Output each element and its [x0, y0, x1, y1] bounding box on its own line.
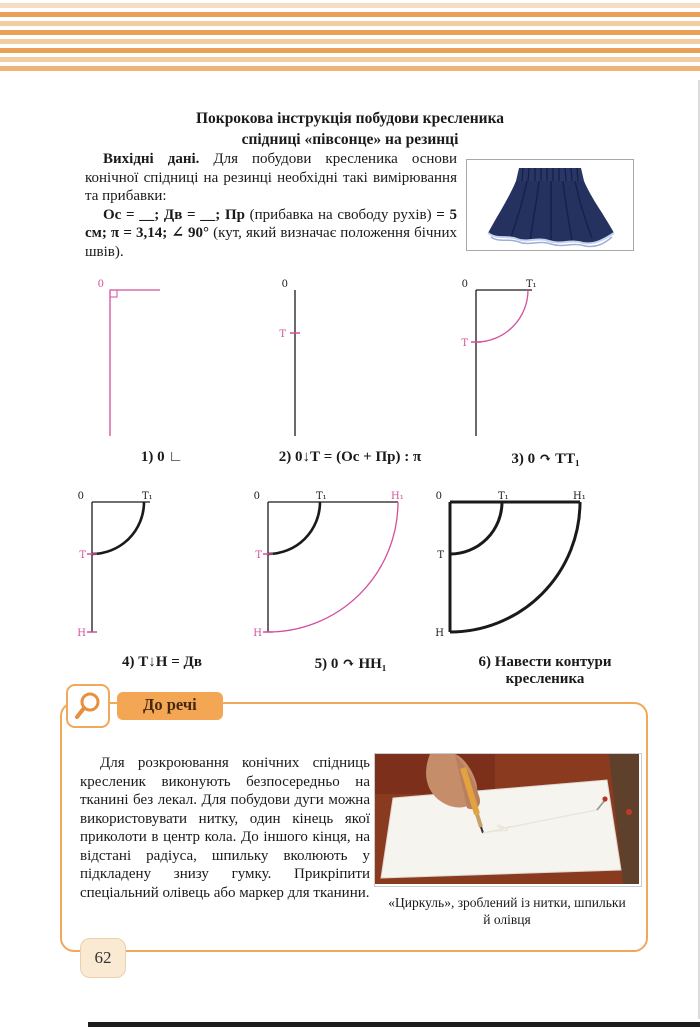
aside-text: Для розкроювання конічних спідниць кресленик виконують безпосередньо на тканині без лекал. Для побудови дуги можна використовувати нитку, один кінець якої приколоти в центр кола. До іншого кінця, на відстані радіуса, шпильку вколюють у підкладену знизу гумку. Прикріпити спеціальний олівець або маркер для тканини.	[80, 755, 370, 901]
formula-part3: = 5 см; π = 3,14; ∠ 90°	[85, 206, 457, 242]
point-label-t1: Т₁	[526, 279, 537, 290]
stripe	[0, 30, 700, 35]
point-label-0: 0	[461, 279, 468, 290]
step-4	[62, 490, 262, 671]
compass-photo	[374, 753, 642, 887]
stripe	[0, 66, 700, 71]
step-1-caption: 1) 0 ∟	[140, 449, 184, 465]
point-label-h: Н	[435, 628, 444, 639]
step-2	[250, 278, 450, 466]
step-6	[420, 490, 670, 688]
aside-tab	[66, 684, 223, 728]
page-title-line2: спідниці «півсонце» на резинці	[241, 131, 459, 149]
stripe	[0, 39, 700, 44]
stripe	[0, 57, 700, 62]
point-label-t: Т	[437, 550, 444, 561]
intro-paragraph	[85, 150, 457, 206]
intro-body: Для побудови кресленика основи конічної спідниці на резинці необхідні такі вимірювання та прибавки:	[85, 151, 457, 205]
formula-part4: (кут, який визначає положення бічних швів).	[85, 225, 457, 260]
header-stripes	[0, 3, 700, 75]
point-label-h1: Н₁	[573, 491, 586, 502]
step-1	[62, 278, 262, 466]
photo-caption-line2: й олівця	[483, 912, 531, 927]
point-label-t: Т	[279, 329, 286, 340]
point-label-t: Т	[255, 550, 262, 561]
photo-caption	[362, 894, 652, 928]
magnifier-icon	[66, 684, 110, 728]
intro-block	[85, 150, 457, 262]
point-label-0: 0	[77, 491, 84, 502]
step-6-caption-line1: 6) Навести контури	[478, 654, 612, 670]
point-label-h1: Н₁	[391, 491, 404, 502]
step-2-caption: 2) 0↓Т = (Ос + Пр) : π	[278, 449, 422, 465]
step-2-diagram	[250, 278, 450, 440]
step-5-caption: 5) 0 ↷ НН₁	[314, 656, 387, 672]
point-label-0: 0	[253, 491, 260, 502]
step-4-diagram	[62, 490, 262, 645]
step-3	[438, 278, 653, 468]
point-label-t: Т	[79, 550, 86, 561]
page-bottom-edge	[88, 1022, 700, 1027]
point-label-h: Н	[253, 628, 262, 639]
compass-photo-image	[375, 754, 639, 884]
formula-part1: Ос = __; Дв = __; Пр	[103, 206, 250, 223]
step-4-caption: 4) Т↓Н = Дв	[122, 654, 202, 670]
stripe	[0, 12, 700, 17]
stripe	[0, 21, 700, 26]
step-6-caption	[420, 654, 670, 688]
formula-paragraph	[85, 206, 457, 262]
step-1-diagram	[62, 278, 262, 440]
aside-title: До речі	[117, 692, 223, 720]
point-label-0: 0	[435, 491, 442, 502]
point-label-h: Н	[77, 628, 86, 639]
point-label-t1: Т₁	[316, 491, 327, 502]
step-6-diagram	[420, 490, 670, 645]
page-title	[0, 108, 700, 151]
point-label-t1: Т₁	[498, 491, 509, 502]
point-label-0: 0	[281, 279, 288, 290]
step-3-caption: 3) 0 ↷ ТТ₁	[511, 451, 580, 467]
formula-part2: (прибавка на свободу рухів)	[249, 206, 437, 223]
intro-lead: Вихідні дані.	[103, 151, 200, 167]
point-label-t1: Т₁	[142, 491, 153, 502]
point-label-t: Т	[461, 338, 468, 349]
skirt-photo	[466, 159, 634, 251]
skirt-image	[467, 160, 631, 248]
aside-box	[60, 695, 648, 952]
point-label-0: 0	[97, 279, 104, 290]
step-3-diagram	[438, 278, 653, 440]
page-title-line1: Покрокова інструкція побудови кресленика	[195, 110, 505, 127]
stripe	[0, 48, 700, 53]
page-number-badge: 62	[80, 938, 126, 978]
step-6-caption-line2: кресленика	[505, 671, 585, 687]
photo-caption-line1: «Циркуль», зроблений із нитки, шпильки	[388, 895, 626, 910]
stripe	[0, 3, 700, 8]
